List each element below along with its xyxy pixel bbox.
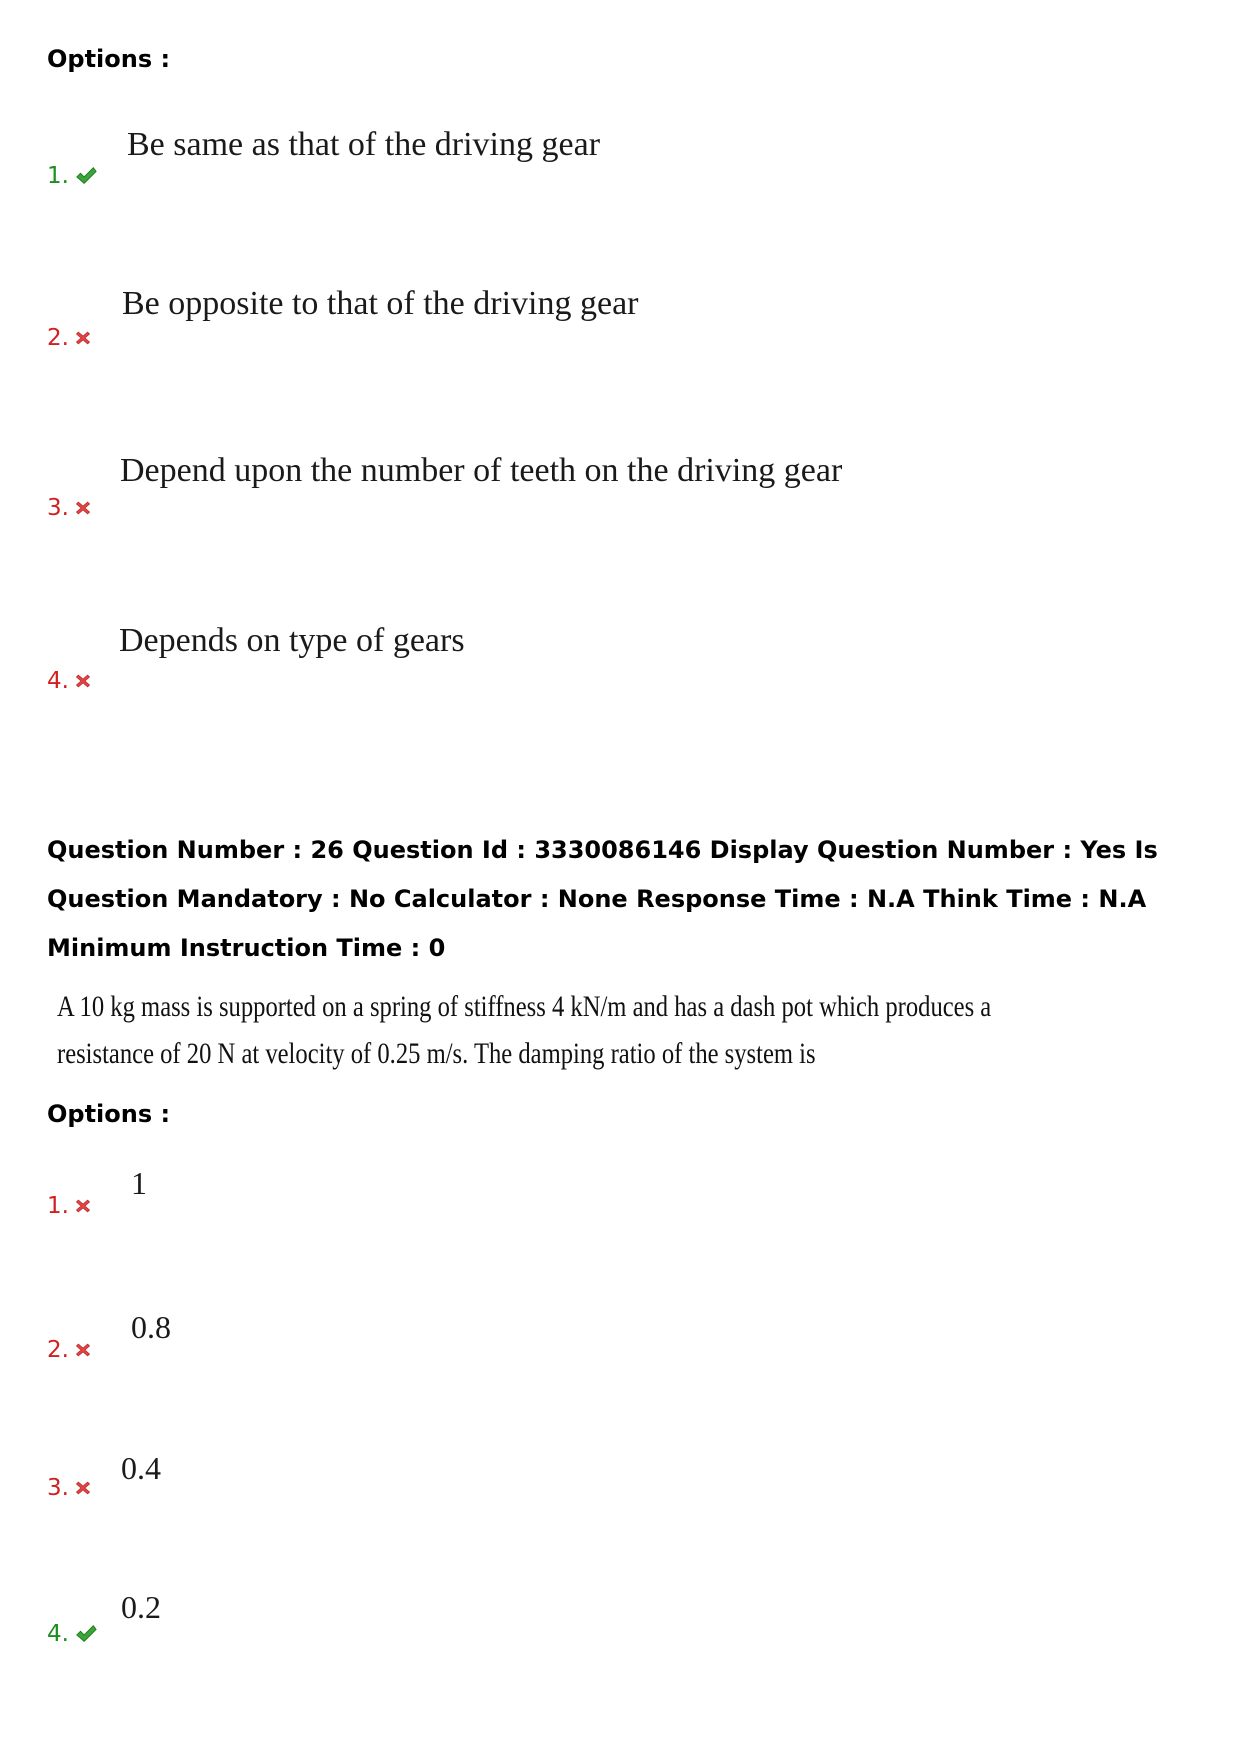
option-number: 1. xyxy=(47,1193,69,1219)
options-label: Options : xyxy=(47,1100,171,1128)
option-number: 3. xyxy=(47,495,69,521)
question-stem-line-2: resistance of 20 N at velocity of 0.25 m/s. The damping ratio of the system is xyxy=(57,1037,816,1070)
option-2-marker xyxy=(47,322,91,354)
option-number: 2. xyxy=(47,325,69,351)
cross-icon xyxy=(75,1342,91,1358)
question-stem xyxy=(57,983,991,1077)
cross-icon xyxy=(75,1480,91,1496)
option-1-text[interactable]: Be same as that of the driving gear xyxy=(127,126,601,163)
option-number: 4. xyxy=(47,1621,69,1647)
option-number: 2. xyxy=(47,1337,69,1363)
option-number: 4. xyxy=(47,668,69,694)
question-header: Question Number : 26 Question Id : 3330086146 Display Question Number : Yes Is Question Mandatory : No Calculator : None Response Time : N.A Think Time : N.A Minimum Instruction Time : 0 xyxy=(47,836,1158,962)
option-4-marker xyxy=(47,1618,97,1650)
option-3-marker xyxy=(47,1472,91,1504)
option-1-marker xyxy=(47,160,97,192)
options-label: Options : xyxy=(47,45,171,73)
cross-icon xyxy=(75,330,91,346)
option-3-text[interactable]: 0.4 xyxy=(121,1450,161,1486)
option-1-marker xyxy=(47,1190,91,1222)
option-4-marker xyxy=(47,665,91,697)
option-4-text[interactable]: Depends on type of gears xyxy=(119,622,465,659)
check-icon xyxy=(75,1623,97,1645)
cross-icon xyxy=(75,673,91,689)
option-1-text[interactable]: 1 xyxy=(131,1165,147,1201)
cross-icon xyxy=(75,1198,91,1214)
option-3-marker xyxy=(47,492,91,524)
option-3-text[interactable]: Depend upon the number of teeth on the driving gear xyxy=(120,452,843,489)
question-stem-line-1: A 10 kg mass is supported on a spring of stiffness 4 kN/m and has a dash pot which produces a xyxy=(57,990,992,1023)
check-icon xyxy=(75,165,97,187)
option-2-text[interactable]: Be opposite to that of the driving gear xyxy=(122,285,639,322)
cross-icon xyxy=(75,500,91,516)
option-number: 1. xyxy=(47,163,69,189)
option-2-text[interactable]: 0.8 xyxy=(131,1309,171,1345)
option-4-text[interactable]: 0.2 xyxy=(121,1589,161,1625)
option-number: 3. xyxy=(47,1475,69,1501)
option-2-marker xyxy=(47,1334,91,1366)
